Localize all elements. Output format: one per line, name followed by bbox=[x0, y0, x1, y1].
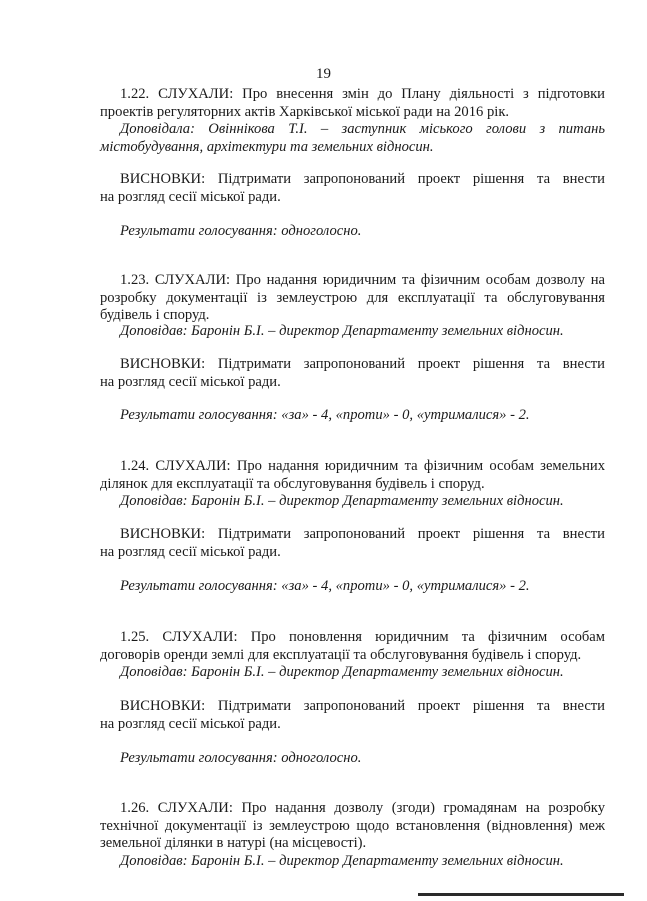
vote-result: Результати голосування: одноголосно. bbox=[120, 750, 362, 766]
conclusion-line: на розгляд сесії міської ради. bbox=[100, 373, 281, 390]
heard-line: договорів оренди землі для експлуатації та обслуговування будівель і споруд. bbox=[100, 646, 582, 663]
reporter-1-22 bbox=[100, 121, 605, 156]
reporter-1-25 bbox=[100, 664, 605, 682]
conclusion-line: ВИСНОВКИ: Підтримати запропонований проект рішення та внести bbox=[120, 526, 605, 542]
heard-line: 1.26. СЛУХАЛИ: Про надання дозволу (згоди) громадянам на розробку bbox=[120, 800, 605, 816]
page-bottom-rule bbox=[418, 893, 624, 896]
agenda-item-1-25 bbox=[100, 629, 605, 664]
heard-line: розробку документації із землеустрою для експлуатації та обслуговування bbox=[100, 289, 605, 306]
reporter-line: Доповідав: Баронін Б.І. – директор Департаменту земельних відносин. bbox=[120, 853, 564, 869]
conclusion-line: на розгляд сесії міської ради. bbox=[100, 188, 281, 205]
heard-line: земельної ділянки в натурі (на місцевості). bbox=[100, 835, 367, 851]
vote-result-1-24 bbox=[100, 578, 605, 596]
heard-line: будівель і споруд. bbox=[100, 307, 210, 323]
heard-line: технічної документації із землеустрою щодо встановлення (відновлення) меж bbox=[100, 817, 605, 834]
conclusion-line: ВИСНОВКИ: Підтримати запропонований проект рішення та внести bbox=[120, 171, 605, 187]
vote-result-1-23 bbox=[100, 407, 605, 425]
heard-line: 1.22. СЛУХАЛИ: Про внесення змін до Плану діяльності з підготовки bbox=[120, 86, 605, 102]
reporter-1-23 bbox=[100, 323, 605, 341]
vote-result: Результати голосування: «за» - 4, «проти» - 0, «утрималися» - 2. bbox=[120, 407, 530, 423]
conclusion-line: ВИСНОВКИ: Підтримати запропонований проект рішення та внести bbox=[120, 356, 605, 372]
reporter-line: містобудування, архітектури та земельних відносин. bbox=[100, 138, 434, 155]
reporter-line: Доповідав: Баронін Б.І. – директор Департаменту земельних відносин. bbox=[120, 664, 564, 680]
agenda-item-1-23 bbox=[100, 272, 605, 325]
conclusion-line: ВИСНОВКИ: Підтримати запропонований проект рішення та внести bbox=[120, 698, 605, 714]
reporter-1-26 bbox=[100, 853, 605, 871]
vote-result: Результати голосування: одноголосно. bbox=[120, 223, 362, 239]
conclusion-1-22 bbox=[100, 171, 605, 206]
heard-line: 1.23. СЛУХАЛИ: Про надання юридичним та фізичним особам дозволу на bbox=[120, 272, 605, 288]
reporter-line: Доповідав: Баронін Б.І. – директор Департаменту земельних відносин. bbox=[120, 323, 564, 339]
vote-result-1-22 bbox=[100, 223, 605, 241]
conclusion-1-25 bbox=[100, 698, 605, 733]
heard-line: 1.25. СЛУХАЛИ: Про поновлення юридичним та фізичним особам bbox=[120, 629, 605, 645]
page-number: 19 bbox=[316, 66, 331, 82]
conclusion-1-24 bbox=[100, 526, 605, 561]
vote-result: Результати голосування: «за» - 4, «проти» - 0, «утрималися» - 2. bbox=[120, 578, 530, 594]
vote-result-1-25 bbox=[100, 750, 605, 768]
agenda-item-1-22 bbox=[100, 86, 605, 121]
conclusion-line: на розгляд сесії міської ради. bbox=[100, 543, 281, 560]
agenda-item-1-24 bbox=[100, 458, 605, 493]
conclusion-1-23 bbox=[100, 356, 605, 391]
conclusion-line: на розгляд сесії міської ради. bbox=[100, 715, 281, 732]
heard-line: проектів регуляторних актів Харківської міської ради на 2016 рік. bbox=[100, 103, 510, 120]
heard-line: ділянок для експлуатації та обслуговування будівель і споруд. bbox=[100, 475, 485, 492]
reporter-line: Доповідала: Овіннікова Т.І. – заступник міського голови з питань bbox=[120, 121, 605, 137]
agenda-item-1-26 bbox=[100, 800, 605, 853]
heard-line: 1.24. СЛУХАЛИ: Про надання юридичним та фізичним особам земельних bbox=[120, 458, 605, 474]
reporter-line: Доповідав: Баронін Б.І. – директор Департаменту земельних відносин. bbox=[120, 493, 564, 509]
reporter-1-24 bbox=[100, 493, 605, 511]
